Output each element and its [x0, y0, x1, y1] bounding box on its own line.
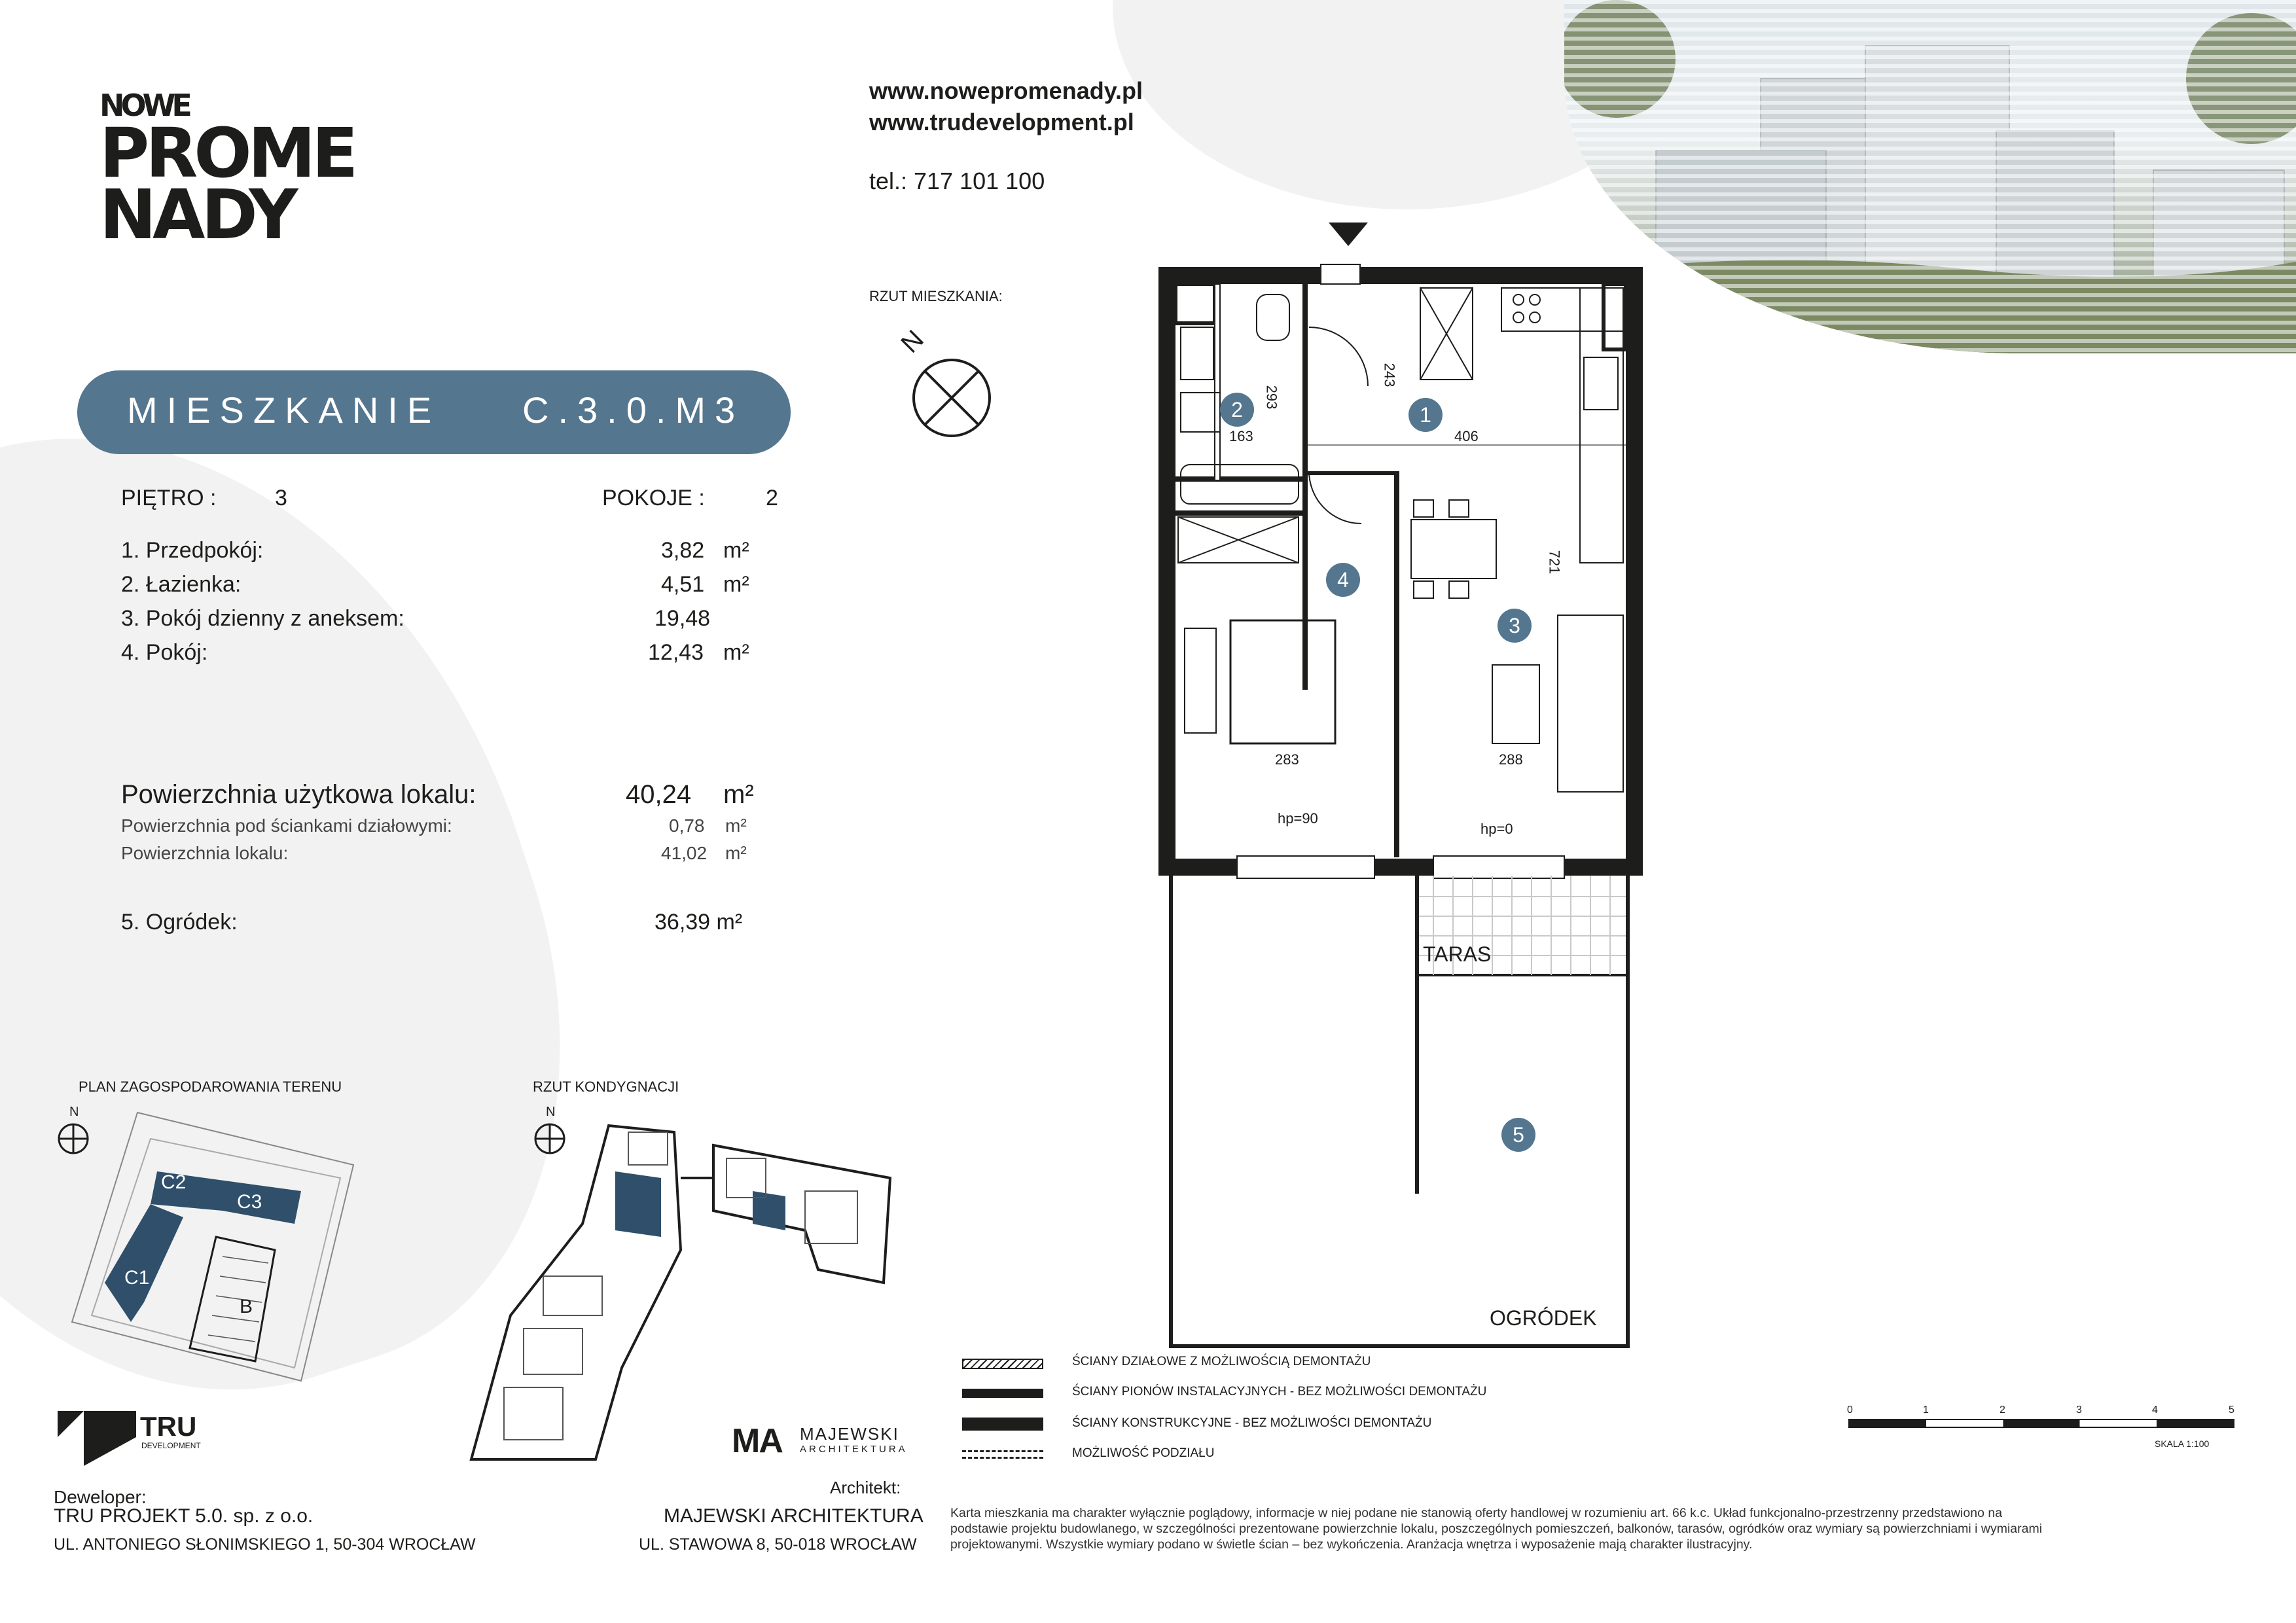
floor-kondygnacja-drawing [465, 1119, 897, 1472]
scale-tick-2: 2 [2000, 1404, 2005, 1416]
apartment-code: C.3.0.M3 [522, 389, 745, 431]
site-label-b: B [240, 1296, 253, 1317]
scale-tick-4: 4 [2152, 1404, 2158, 1416]
developer-address: UL. ANTONIEGO SŁONIMSKIEGO 1, 50-304 WROCŁAW [54, 1535, 476, 1554]
partition-area-unit: m² [725, 815, 747, 836]
plan-compass [897, 327, 1001, 445]
floor-label: PIĘTRO : [121, 486, 217, 510]
room-number-4: 4 [1326, 563, 1360, 597]
building-render-image [1564, 0, 2296, 353]
floor-value: 3 [275, 486, 287, 510]
garden-label: 5. Ogródek: [121, 910, 238, 935]
garden-value: 36,39 m² [655, 910, 743, 935]
scale-tick-5: 5 [2229, 1404, 2234, 1416]
rooms-value: 2 [766, 486, 778, 510]
room-number-1: 1 [1408, 398, 1443, 432]
partition-area-label: Powierzchnia pod ściankami działowymi: [121, 815, 452, 836]
usable-area-label: Powierzchnia użytkowa lokalu: [121, 780, 476, 809]
disclaimer-line-1: Karta mieszkania ma charakter wyłącznie poglądowy, informacje w niej podane nie stanowią oferty handlowej w rozumieniu art. 66 k.c. Układ funkcjonalno-przestrzenny przedstawiono na [950, 1506, 2003, 1520]
terrace-label: TARAS [1423, 942, 1492, 966]
room-2-unit: m² [723, 572, 749, 597]
floor-plan-title: RZUT KONDYGNACJI [533, 1079, 679, 1095]
usable-area-value: 40,24 [626, 780, 692, 809]
dimension-283: 283 [1275, 751, 1299, 768]
site-label-c3: C3 [237, 1191, 262, 1213]
architect-address: UL. STAWOWA 8, 50-018 WROCŁAW [639, 1535, 917, 1554]
room-4-area: 12,43 [648, 640, 704, 665]
legend-item-partition: ŚCIANY DZIAŁOWE Z MOŻLIWOŚCIĄ DEMONTAŻU [1072, 1355, 1371, 1368]
room-2-name: 2. Łazienka: [121, 572, 242, 597]
rooms-label: POKOJE : [602, 486, 705, 510]
legend-swatch-structural [962, 1418, 1043, 1431]
scale-label: SKALA 1:100 [2155, 1438, 2210, 1449]
floor-north-label: N [546, 1105, 556, 1119]
room-1-area: 3,82 [661, 538, 705, 563]
render-stripes-overlay [1564, 0, 2296, 353]
usable-area-unit: m² [723, 780, 754, 809]
brand-logo [99, 88, 355, 255]
plan-title: RZUT MIESZKANIA: [869, 288, 1003, 304]
architect-label: Architekt: [830, 1478, 901, 1497]
legend-item-installation: ŚCIANY PIONÓW INSTALACYJNYCH - BEZ MOŻLIWOŚCI DEMONTAŻU [1072, 1385, 1487, 1399]
apartment-label: MIESZKANIE [127, 389, 441, 431]
site-north-label: N [69, 1105, 79, 1119]
room-3-area: 19,48 [655, 606, 711, 631]
site-plan-title: PLAN ZAGOSPODAROWANIA TERENU [79, 1079, 342, 1095]
dimension-293: 293 [1263, 385, 1280, 410]
dimension-288: 288 [1499, 751, 1523, 768]
phone-number[interactable]: tel.: 717 101 100 [869, 168, 1045, 194]
total-area-label: Powierzchnia lokalu: [121, 843, 289, 863]
hp-left-label: hp=90 [1278, 810, 1318, 827]
legend-item-division: MOŻLIWOŚĆ PODZIAŁU [1072, 1446, 1215, 1460]
legend-swatch-partition [962, 1359, 1043, 1369]
garden-plan-label: OGRÓDEK [1490, 1306, 1597, 1330]
room-4-name: 4. Pokój: [121, 640, 208, 665]
plan-north-label: N [895, 325, 929, 359]
architect-name: MAJEWSKI ARCHITEKTURA [664, 1505, 924, 1527]
tru-development-logo [58, 1411, 215, 1466]
tru-logo-sub: DEVELOPMENT [141, 1441, 201, 1450]
legend-swatch-division-2 [962, 1457, 1043, 1459]
total-area-value: 41,02 [661, 843, 708, 863]
majewski-logo-line2: ARCHITEKTURA [800, 1444, 908, 1455]
floor-kondygnacja-map [465, 1119, 897, 1472]
floor-plan-drawing [1152, 223, 1649, 1361]
scale-tick-1: 1 [1923, 1404, 1929, 1416]
tru-logo-text: TRU [140, 1411, 197, 1442]
hp-right-label: hp=0 [1480, 821, 1513, 837]
developer-name: TRU PROJEKT 5.0. sp. z o.o. [54, 1505, 314, 1527]
site-label-c1: C1 [124, 1267, 150, 1289]
room-number-2: 2 [1220, 393, 1254, 427]
legend-swatch-installation [962, 1389, 1043, 1398]
legend-item-structural: ŚCIANY KONSTRUKCYJNE - BEZ MOŻLIWOŚCI DEMONTAŻU [1072, 1416, 1432, 1430]
room-2-area: 4,51 [661, 572, 705, 597]
scale-tick-3: 3 [2076, 1404, 2082, 1416]
scale-bar-graphic [1848, 1419, 2234, 1428]
disclaimer-line-3: projektowanymi. Wszystkie wymiary podano w świetle ścian – bez wykończenia. Aranżacja wnętrza i wyposażenie mają charakter ilustracyjny. [950, 1537, 1753, 1552]
partition-area-value: 0,78 [669, 815, 705, 836]
dimension-243: 243 [1381, 363, 1398, 387]
logo-line-3: NADY [99, 175, 295, 255]
logo-line-1: NOWE [99, 88, 188, 123]
disclaimer [950, 1505, 2233, 1552]
room-1-unit: m² [723, 538, 749, 563]
scale-tick-0: 0 [1847, 1404, 1853, 1416]
majewski-logo-mark: MA [732, 1422, 782, 1460]
room-number-5: 5 [1501, 1118, 1535, 1152]
scale-bar [1847, 1404, 2240, 1457]
room-1-name: 1. Przedpokój: [121, 538, 264, 563]
apartment-title-pill [77, 370, 791, 454]
site-label-c2: C2 [161, 1171, 187, 1193]
dimension-163: 163 [1229, 428, 1253, 444]
apartment-floor-plan [1152, 223, 1649, 1361]
room-4-unit: m² [723, 640, 749, 665]
tru-logo-mark-icon [58, 1411, 136, 1466]
website-link-1[interactable]: www.nowepromenady.pl [869, 77, 1143, 104]
total-area-unit: m² [725, 843, 747, 863]
majewski-logo [732, 1421, 915, 1461]
logo-line-2: PROME [99, 113, 355, 193]
dimension-406: 406 [1454, 428, 1479, 444]
site-plan-drawing [65, 1106, 367, 1394]
developer-label: Deweloper: [54, 1487, 147, 1507]
dimension-721: 721 [1546, 550, 1563, 575]
disclaimer-line-2: podstawie projektu budowlanego, w szczególności prezentowane powierzchnie lokalu, poszczególnych pomieszczeń, balkonów, tarasów, ogródków oraz wymiary są powierzchniami i wymiarami [950, 1522, 2043, 1536]
legend [962, 1352, 1551, 1476]
site-plan-map [65, 1106, 367, 1394]
room-number-3: 3 [1498, 609, 1532, 643]
website-link-2[interactable]: www.trudevelopment.pl [869, 109, 1134, 135]
legend-swatch-division [962, 1450, 1043, 1452]
majewski-logo-line1: MAJEWSKI [800, 1424, 899, 1444]
room-3-name: 3. Pokój dzienny z aneksem: [121, 606, 404, 631]
